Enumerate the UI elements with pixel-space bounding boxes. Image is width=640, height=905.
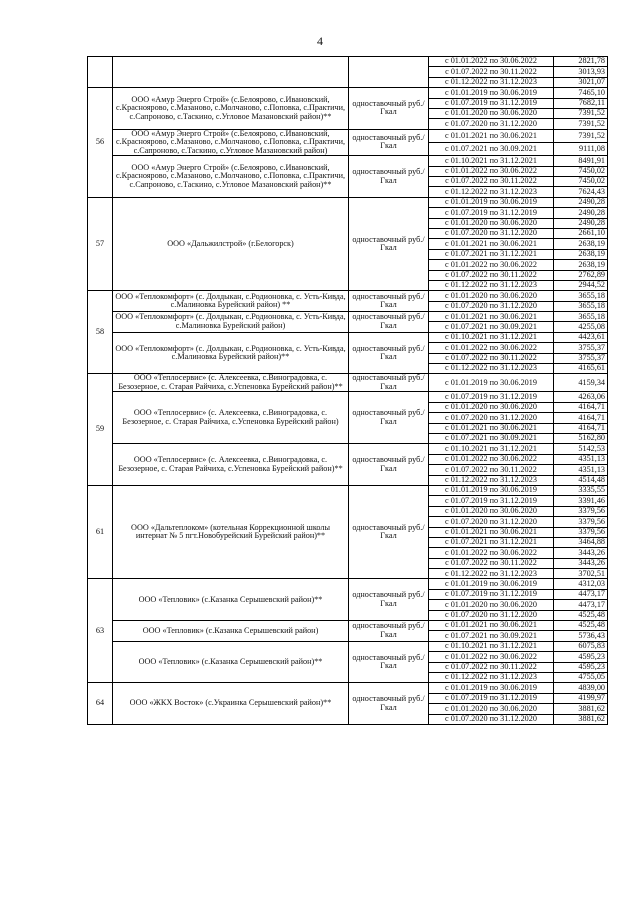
tariff-period: с 01.01.2020 по 30.06.2020: [429, 402, 554, 412]
tariff-kind: одноставочный руб./Гкал: [349, 374, 429, 392]
tariff-value: 2762,89: [554, 270, 608, 280]
tariff-value: 4525,48: [554, 610, 608, 620]
tariff-table: [87, 56, 608, 725]
tariff-kind: одноставочный руб./Гкал: [349, 291, 429, 312]
tariff-period: с 01.07.2021 по 30.09.2021: [429, 631, 554, 641]
tariff-value: 4255,08: [554, 322, 608, 332]
row-number: 58: [88, 291, 113, 374]
table-row: [88, 641, 608, 651]
tariff-period: с 01.01.2022 по 30.06.2022: [429, 343, 554, 353]
tariff-table-body: [88, 57, 608, 725]
tariff-period: с 01.01.2021 по 30.06.2021: [429, 621, 554, 631]
tariff-value: 4839,00: [554, 683, 608, 693]
tariff-value: 2638,19: [554, 260, 608, 270]
tariff-value: 4312,03: [554, 579, 608, 589]
tariff-value: 3379,56: [554, 527, 608, 537]
tariff-period: с 01.01.2022 по 30.06.2022: [429, 260, 554, 270]
tariff-period: с 01.01.2019 по 30.06.2019: [429, 579, 554, 589]
table-row: [88, 57, 608, 67]
tariff-kind: одноставочный руб./Гкал: [349, 392, 429, 444]
table-row: [88, 374, 608, 392]
tariff-period: с 01.01.2019 по 30.06.2019: [429, 374, 554, 392]
tariff-kind: одноставочный руб./Гкал: [349, 683, 429, 725]
tariff-value: 7450,02: [554, 177, 608, 187]
tariff-value: 4351,13: [554, 454, 608, 464]
tariff-period: с 01.07.2019 по 31.12.2019: [429, 208, 554, 218]
tariff-period: с 01.07.2021 по 30.09.2021: [429, 322, 554, 332]
tariff-period: с 01.01.2022 по 30.06.2022: [429, 548, 554, 558]
organization-name: ООО «Тепловик» (с.Казанка Серышевский район)**: [113, 641, 349, 683]
tariff-period: с 01.12.2022 по 31.12.2023: [429, 569, 554, 579]
tariff-period: с 01.07.2022 по 30.11.2022: [429, 465, 554, 475]
tariff-period: с 01.07.2022 по 30.11.2022: [429, 558, 554, 568]
tariff-kind: одноставочный руб./Гкал: [349, 444, 429, 486]
tariff-period: с 01.01.2022 по 30.06.2022: [429, 166, 554, 176]
table-row: [88, 197, 608, 207]
table-row: [88, 683, 608, 693]
tariff-value: 2821,78: [554, 57, 608, 67]
tariff-period: с 01.01.2019 по 30.06.2019: [429, 197, 554, 207]
tariff-period: с 01.01.2020 по 30.06.2020: [429, 704, 554, 714]
tariff-value: 2638,19: [554, 239, 608, 249]
tariff-value: 2638,19: [554, 249, 608, 259]
organization-name: ООО «Тепловик» (с.Казанка Серышевский район): [113, 621, 349, 642]
tariff-value: 4351,13: [554, 465, 608, 475]
tariff-period: с 01.07.2019 по 31.12.2019: [429, 693, 554, 703]
tariff-period: с 01.01.2019 по 30.06.2019: [429, 88, 554, 98]
tariff-period: с 01.07.2020 по 31.12.2020: [429, 714, 554, 724]
tariff-value: 3443,26: [554, 548, 608, 558]
tariff-kind: одноставочный руб./Гкал: [349, 197, 429, 291]
tariff-value: 3464,88: [554, 537, 608, 547]
tariff-period: с 01.01.2019 по 30.06.2019: [429, 683, 554, 693]
tariff-kind: одноставочный руб./Гкал: [349, 641, 429, 683]
tariff-period: с 01.07.2022 по 30.11.2022: [429, 662, 554, 672]
tariff-period: с 01.07.2019 по 31.12.2019: [429, 589, 554, 599]
tariff-period: с 01.07.2019 по 31.12.2019: [429, 98, 554, 108]
row-number: 57: [88, 197, 113, 291]
tariff-period: с 01.01.2021 по 30.06.2021: [429, 312, 554, 322]
tariff-period: с 01.07.2020 по 31.12.2020: [429, 517, 554, 527]
row-number: 61: [88, 485, 113, 579]
tariff-value: 2661,10: [554, 228, 608, 238]
tariff-value: 4473,17: [554, 600, 608, 610]
tariff-period: с 01.12.2022 по 31.12.2023: [429, 187, 554, 197]
tariff-period: с 01.07.2020 по 31.12.2020: [429, 610, 554, 620]
table-row: [88, 579, 608, 589]
tariff-period: с 01.07.2022 по 30.11.2022: [429, 270, 554, 280]
organization-name: ООО «Дальжилстрой» (г.Белогорск): [113, 197, 349, 291]
tariff-period: с 01.07.2022 по 30.11.2022: [429, 177, 554, 187]
tariff-value: 7450,02: [554, 166, 608, 176]
tariff-value: 4755,05: [554, 672, 608, 682]
organization-name: ООО «Теплосервис» (с. Алексеевка, с.Виноградовка, с. Безозерное, с. Старая Райчиха, с.Успеновка Бурейский район)**: [113, 374, 349, 392]
tariff-value: 5142,53: [554, 444, 608, 454]
tariff-period: с 01.07.2019 по 31.12.2019: [429, 496, 554, 506]
organization-name: ООО «Амур Энерго Строй» (с.Белоярово, с.Ивановский, с.Красноярово, с.Мазаново, с.Молчаново, с.Поповка, с.Практичи, с.Сапроново, с.Таскино, с.Угловое Мазановский район): [113, 129, 349, 156]
tariff-value: 3755,37: [554, 353, 608, 363]
tariff-value: 3655,18: [554, 312, 608, 322]
tariff-period: с 01.10.2021 по 31.12.2021: [429, 444, 554, 454]
tariff-kind: одноставочный руб./Гкал: [349, 156, 429, 198]
tariff-value: 2944,52: [554, 280, 608, 290]
table-row: [88, 156, 608, 166]
row-number: 59: [88, 374, 113, 486]
table-row: [88, 621, 608, 631]
organization-name: ООО «Теплокомфорт» (с. Долдыкан, с.Родионовка, с. Усть-Кивда, с.Малиновка Бурейский район): [113, 312, 349, 333]
tariff-period: с 01.10.2021 по 31.12.2021: [429, 332, 554, 342]
tariff-period: с 01.01.2020 по 30.06.2020: [429, 291, 554, 301]
tariff-period: с 01.01.2022 по 30.06.2022: [429, 57, 554, 67]
organization-name: ООО «Теплокомфорт» (с. Долдыкан, с.Родионовка, с. Усть-Кивда, с.Малиновка Бурейский район) **: [113, 291, 349, 312]
organization-name: ООО «Амур Энерго Строй» (с.Белоярово, с.Ивановский, с.Красноярово, с.Мазаново, с.Молчаново, с.Поповка, с.Практичи, с.Сапроново, с.Таскино, с.Угловое Мазановский район)**: [113, 156, 349, 198]
tariff-value: 3379,56: [554, 506, 608, 516]
tariff-value: 4164,71: [554, 402, 608, 412]
tariff-value: 3881,62: [554, 704, 608, 714]
tariff-value: 3021,07: [554, 77, 608, 87]
tariff-kind: одноставочный руб./Гкал: [349, 129, 429, 156]
table-row: [88, 444, 608, 454]
tariff-period: с 01.01.2020 по 30.06.2020: [429, 108, 554, 118]
tariff-value: 4595,23: [554, 662, 608, 672]
tariff-value: 4263,06: [554, 392, 608, 402]
tariff-value: 7624,43: [554, 187, 608, 197]
tariff-value: 2490,28: [554, 197, 608, 207]
tariff-period: с 01.01.2020 по 30.06.2020: [429, 506, 554, 516]
tariff-value: 4514,48: [554, 475, 608, 485]
tariff-period: с 01.01.2021 по 30.06.2021: [429, 129, 554, 142]
organization-name: ООО «Дальтеплоком» (котельная Коррекционной школы интернат № 5 пгт.Новобурейский Бурейский район)**: [113, 485, 349, 579]
tariff-period: с 01.01.2020 по 30.06.2020: [429, 600, 554, 610]
tariff-period: с 01.01.2020 по 30.06.2020: [429, 218, 554, 228]
tariff-period: с 01.01.2022 по 30.06.2022: [429, 652, 554, 662]
tariff-value: 4595,23: [554, 652, 608, 662]
tariff-kind: одноставочный руб./Гкал: [349, 621, 429, 642]
tariff-value: 2490,28: [554, 218, 608, 228]
tariff-value: 3755,37: [554, 343, 608, 353]
tariff-period: с 01.12.2022 по 31.12.2023: [429, 280, 554, 290]
tariff-period: с 01.01.2021 по 30.06.2021: [429, 423, 554, 433]
page-number: 4: [317, 34, 323, 48]
tariff-period: с 01.10.2021 по 31.12.2021: [429, 641, 554, 651]
tariff-value: 3379,56: [554, 517, 608, 527]
tariff-period: с 01.12.2022 по 31.12.2023: [429, 364, 554, 374]
row-number: [88, 57, 113, 88]
tariff-value: 4199,97: [554, 693, 608, 703]
tariff-period: с 01.07.2020 по 31.12.2020: [429, 413, 554, 423]
tariff-value: 4423,61: [554, 332, 608, 342]
organization-name: ООО «Теплокомфорт» (с. Долдыкан, с.Родионовка, с. Усть-Кивда, с.Малиновка Бурейский район)**: [113, 332, 349, 374]
tariff-period: с 01.01.2022 по 30.06.2022: [429, 454, 554, 464]
tariff-period: с 01.07.2021 по 31.12.2021: [429, 537, 554, 547]
tariff-value: 5736,43: [554, 631, 608, 641]
tariff-value: 8491,91: [554, 156, 608, 166]
table-row: [88, 88, 608, 98]
row-number: 56: [88, 88, 113, 198]
organization-name: [113, 57, 349, 88]
tariff-value: 7465,10: [554, 88, 608, 98]
organization-name: ООО «Теплосервис» (с. Алексеевка, с.Виноградовка, с. Безозерное, с. Старая Райчиха, с.Успеновка Бурейский район): [113, 392, 349, 444]
tariff-value: 3335,55: [554, 485, 608, 495]
row-number: 63: [88, 579, 113, 683]
tariff-value: 7391,52: [554, 108, 608, 118]
tariff-period: с 01.12.2022 по 31.12.2023: [429, 672, 554, 682]
table-row: [88, 291, 608, 301]
tariff-period: с 01.01.2021 по 30.06.2021: [429, 527, 554, 537]
tariff-value: 3013,93: [554, 67, 608, 77]
tariff-value: 7682,11: [554, 98, 608, 108]
tariff-value: 4159,34: [554, 374, 608, 392]
organization-name: ООО «Тепловик» (с.Казанка Серышевский район)**: [113, 579, 349, 621]
tariff-value: 5162,80: [554, 434, 608, 444]
row-number: 64: [88, 683, 113, 725]
tariff-period: с 01.10.2021 по 31.12.2021: [429, 156, 554, 166]
tariff-value: 3655,18: [554, 301, 608, 311]
tariff-period: с 01.07.2022 по 30.11.2022: [429, 353, 554, 363]
organization-name: ООО «ЖКХ Восток» (с.Украинка Серышевский район)**: [113, 683, 349, 725]
tariff-kind: одноставочный руб./Гкал: [349, 88, 429, 130]
tariff-value: 3443,26: [554, 558, 608, 568]
tariff-value: 4525,48: [554, 621, 608, 631]
tariff-period: с 01.07.2022 по 30.11.2022: [429, 67, 554, 77]
tariff-period: с 01.07.2021 по 30.09.2021: [429, 434, 554, 444]
tariff-period: с 01.01.2019 по 30.06.2019: [429, 485, 554, 495]
tariff-value: 7391,52: [554, 129, 608, 142]
tariff-value: 7391,52: [554, 119, 608, 129]
tariff-period: с 01.07.2021 по 30.09.2021: [429, 142, 554, 155]
tariff-value: 3391,46: [554, 496, 608, 506]
table-row: [88, 129, 608, 142]
tariff-period: с 01.07.2020 по 31.12.2020: [429, 228, 554, 238]
tariff-value: 6075,83: [554, 641, 608, 651]
tariff-period: с 01.12.2022 по 31.12.2023: [429, 77, 554, 87]
tariff-period: с 01.01.2021 по 30.06.2021: [429, 239, 554, 249]
tariff-value: 4473,17: [554, 589, 608, 599]
tariff-period: с 01.07.2020 по 31.12.2020: [429, 119, 554, 129]
tariff-value: 4164,71: [554, 413, 608, 423]
organization-name: ООО «Амур Энерго Строй» (с.Белоярово, с.Ивановский, с.Красноярово, с.Мазаново, с.Молчаново, с.Поповка, с.Практичи, с.Сапроново, с.Таскино, с.Угловое Мазановский район)**: [113, 88, 349, 130]
tariff-kind: одноставочный руб./Гкал: [349, 485, 429, 579]
tariff-value: 4165,61: [554, 364, 608, 374]
table-row: [88, 332, 608, 342]
tariff-period: с 01.07.2019 по 31.12.2019: [429, 392, 554, 402]
tariff-period: с 01.07.2020 по 31.12.2020: [429, 301, 554, 311]
tariff-kind: [349, 57, 429, 88]
table-row: [88, 485, 608, 495]
tariff-period: с 01.12.2022 по 31.12.2023: [429, 475, 554, 485]
tariff-value: 2490,28: [554, 208, 608, 218]
tariff-kind: одноставочный руб./Гкал: [349, 579, 429, 621]
tariff-value: 3702,51: [554, 569, 608, 579]
organization-name: ООО «Теплосервис» (с. Алексеевка, с.Виноградовка, с. Безозерное, с. Старая Райчиха, с.Успеновка Бурейский район)**: [113, 444, 349, 486]
table-row: [88, 312, 608, 322]
tariff-kind: одноставочный руб./Гкал: [349, 312, 429, 333]
tariff-period: с 01.07.2021 по 31.12.2021: [429, 249, 554, 259]
tariff-kind: одноставочный руб./Гкал: [349, 332, 429, 374]
tariff-value: 4164,71: [554, 423, 608, 433]
tariff-value: 3881,62: [554, 714, 608, 724]
tariff-value: 9111,08: [554, 142, 608, 155]
table-row: [88, 392, 608, 402]
tariff-value: 3655,18: [554, 291, 608, 301]
